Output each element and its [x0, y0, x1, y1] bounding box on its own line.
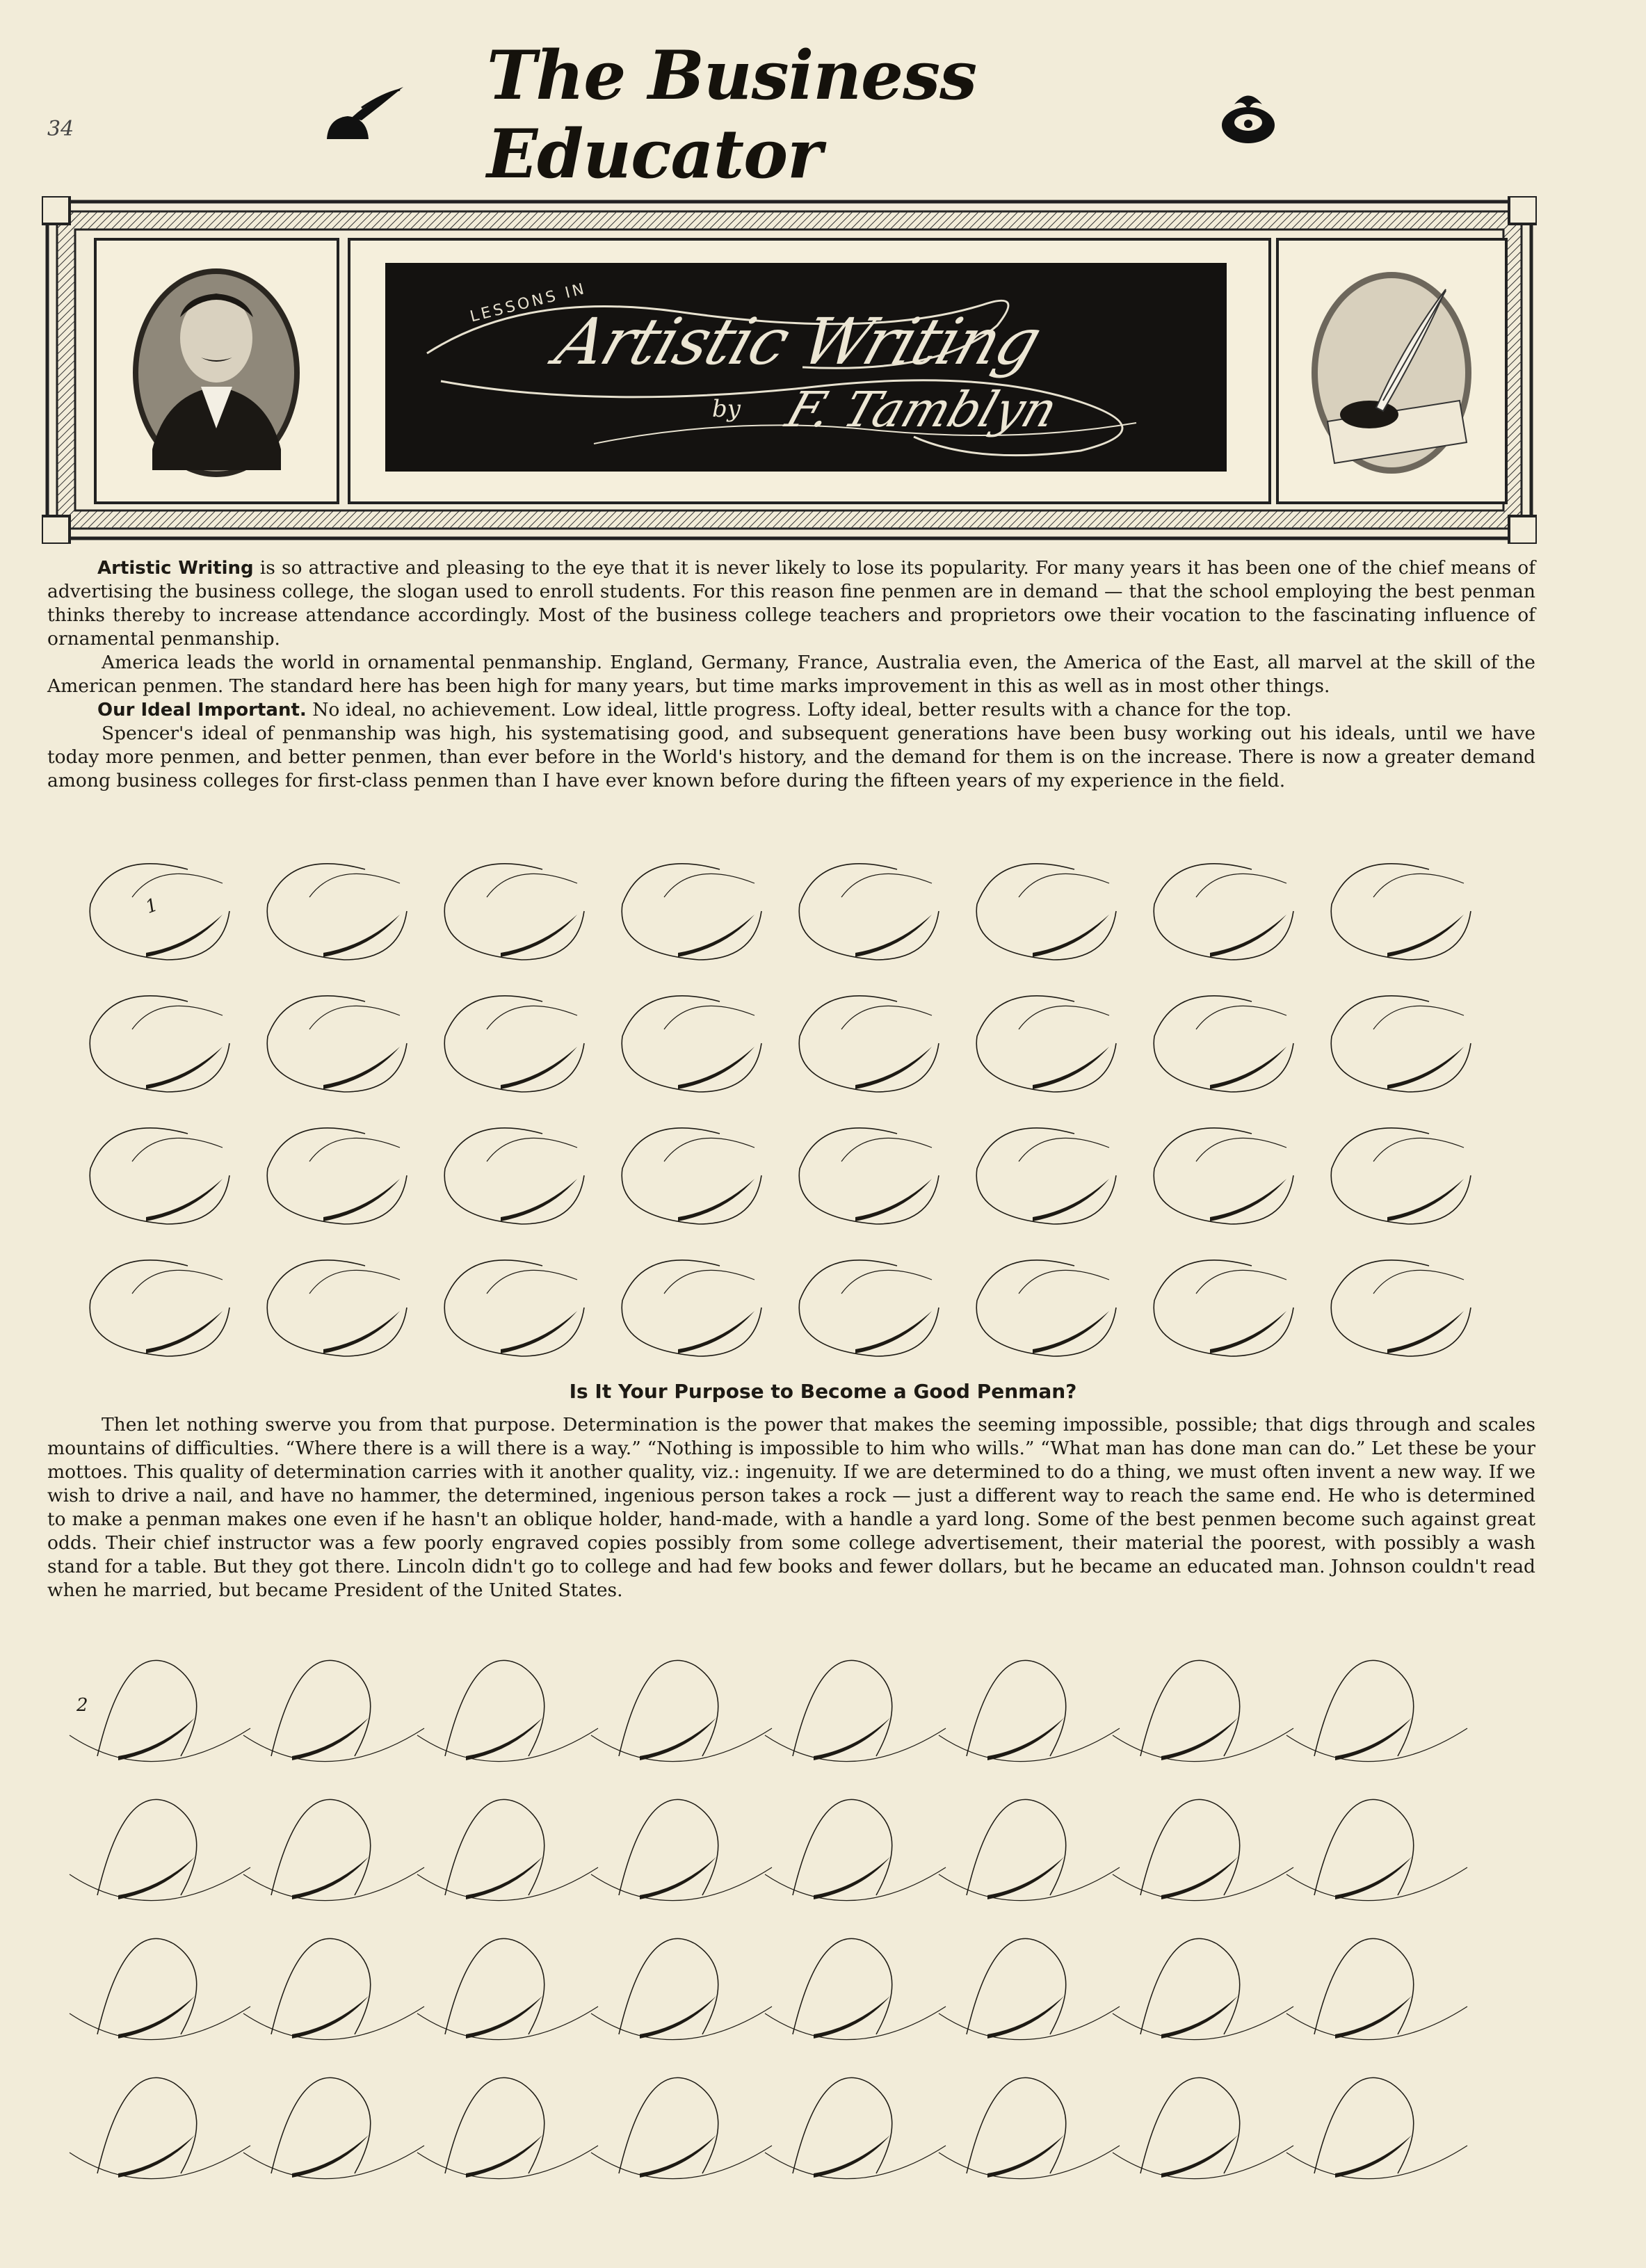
shaded-stroke [640, 1857, 716, 1899]
shaded-stroke [501, 1047, 577, 1089]
letter-loop [97, 1799, 197, 1895]
section-heading: Is It Your Purpose to Become a Good Penman? [569, 1380, 1077, 1403]
drill-stroke [132, 1138, 223, 1161]
shaded-stroke [146, 1179, 223, 1221]
intro-paragraph-1: Artistic Writing is so attractive and pleasing to the eye that it is never likely to lose its popularity. For many years it has been one of the chief means of advertising the business college, the slogan used to enroll students. For this reason fine penmen are in demand — that the school employing the best penman thinks thereby to increase attendance accordingly. Most of the business college teachers and proprietors owe their vocation to the fascinating influence of ornamental penmanship. [47, 557, 1536, 650]
inkwell-ornament-icon [1210, 83, 1286, 153]
shaded-stroke [1210, 1311, 1286, 1353]
banner-by: by [712, 395, 741, 423]
exercise-1-number: 1 [143, 894, 161, 918]
shaded-stroke [323, 1311, 400, 1353]
drill-stroke [664, 1270, 755, 1294]
letter-loop [1314, 1938, 1414, 2034]
exercise-2-number: 2 [76, 1695, 88, 1716]
shaded-stroke [1335, 2135, 1412, 2178]
letter-loop [445, 1938, 544, 2034]
shaded-stroke [987, 1718, 1064, 1760]
drill-stroke [1019, 1270, 1109, 1294]
shaded-stroke [987, 1996, 1064, 2038]
shaded-stroke [466, 2135, 542, 2178]
drill-stroke [309, 874, 400, 897]
drill-stroke [1373, 874, 1464, 897]
letter-loop [445, 1660, 544, 1756]
drill-stroke [487, 1006, 577, 1029]
portrait-box [94, 238, 339, 504]
shaded-stroke [814, 1718, 890, 1760]
letter-loop [619, 1799, 718, 1895]
letter-loop [793, 1660, 892, 1756]
shaded-stroke [855, 1311, 932, 1353]
drill-stroke [132, 874, 223, 897]
letter-loop [619, 1660, 718, 1756]
shaded-stroke [814, 1857, 890, 1899]
shaded-stroke [1033, 915, 1109, 957]
purpose-paragraph: Then let nothing swerve you from that purpose. Determination is the power that makes the seeming impossible, possible; that digs through and scales mountains of difficulties. “Where there is a will there is a way.” “Nothing is impossible to him who wills.” “What man has done man can do.” Let these be your mottoes. This quality of determination carries with it another quality, viz.: ingenuity. If we are determined to do a thing, we must often invent a new way. If we wish to drive a nail, and have no hammer, the determined, ingenious person takes a rock — just a different way to reach the same end. He who is determined to make a penman makes one even if he hasn't an oblique holder, hand-made, with a handle a yard long. Some of the best penmen become such against great odds. Their chief instructor was a few poorly engraved copies possibly from some college advertisement, their material the poorest, with possibly a wash stand for a table. But they got there. Lincoln didn't go to college and had few books and fewer dollars, but he became an educated man. Johnson couldn't read when he married, but became President of the United States. [47, 1414, 1535, 1601]
drill-stroke [664, 1138, 755, 1161]
drill-stroke [132, 1270, 223, 1294]
shaded-stroke [987, 1857, 1064, 1899]
inkwell-quill-icon [313, 80, 410, 150]
shaded-stroke [118, 2135, 195, 2178]
letter-loop [1314, 1660, 1414, 1756]
shaded-stroke [1161, 1996, 1238, 2038]
drill-stroke [1196, 1138, 1286, 1161]
shaded-stroke [118, 1718, 195, 1760]
shaded-stroke [501, 915, 577, 957]
masthead [313, 36, 1321, 193]
letter-loop [97, 1938, 197, 2034]
drill-stroke [664, 1006, 755, 1029]
shaded-stroke [1161, 2135, 1238, 2178]
exercise-2-drawing [42, 1638, 1537, 2208]
shaded-stroke [1387, 915, 1464, 957]
letter-loop [619, 2077, 718, 2173]
purpose-text [47, 1413, 1535, 1602]
drill-stroke [1019, 1006, 1109, 1029]
shaded-stroke [292, 2135, 369, 2178]
intro-text [47, 556, 1535, 793]
title-plate [348, 238, 1271, 504]
letter-loop [1140, 1660, 1240, 1756]
letter-loop [1140, 2077, 1240, 2173]
letter-loop [271, 1799, 371, 1895]
drill-stroke [1373, 1006, 1464, 1029]
shaded-stroke [323, 1179, 400, 1221]
shaded-stroke [1210, 915, 1286, 957]
shaded-stroke [146, 1311, 223, 1353]
intro-paragraph-3: Our Ideal Important. No ideal, no achievement. Low ideal, little progress. Lofty ideal, better results with a chance for the top. [97, 699, 1292, 721]
title-panel [385, 263, 1227, 472]
shaded-stroke [678, 915, 755, 957]
drill-stroke [1196, 874, 1286, 897]
shaded-stroke [1335, 1718, 1412, 1760]
shaded-stroke [1387, 1047, 1464, 1089]
letter-loop [271, 2077, 371, 2173]
shaded-stroke [466, 1857, 542, 1899]
banner-title: Artistic Writing [547, 305, 1049, 379]
letter-loop [1314, 2077, 1414, 2173]
shaded-stroke [292, 1857, 369, 1899]
shaded-stroke [1033, 1179, 1109, 1221]
shaded-stroke [678, 1047, 755, 1089]
shaded-stroke [855, 915, 932, 957]
intro-paragraph-4: Spencer's ideal of penmanship was high, his systematising good, and subsequent generations have been busy working out his ideals, until we have today more penmen, and better penmen, than ever before in the World's history, and the demand for them is on the increase. There is now a greater demand among business colleges for first-class penmen than I have ever known before during the fifteen years of my experience in the field. [47, 723, 1535, 791]
drill-stroke [841, 874, 932, 897]
drill-stroke [1019, 1138, 1109, 1161]
drill-stroke [1019, 874, 1109, 897]
header-banner [42, 196, 1537, 544]
shaded-stroke [466, 1996, 542, 2038]
shaded-stroke [292, 1718, 369, 1760]
shaded-stroke [466, 1718, 542, 1760]
shaded-stroke [1161, 1857, 1238, 1899]
shaded-stroke [1387, 1311, 1464, 1353]
shaded-stroke [292, 1996, 369, 2038]
shaded-stroke [640, 1996, 716, 2038]
shaded-stroke [640, 1718, 716, 1760]
banner-author: F. Tamblyn [779, 381, 1065, 438]
drill-stroke [841, 1138, 932, 1161]
letter-loop [793, 1799, 892, 1895]
shaded-stroke [501, 1311, 577, 1353]
letter-loop [793, 2077, 892, 2173]
intro-paragraph-2: America leads the world in ornamental penmanship. England, Germany, France, Australia even, the America of the East, all marvel at the skill of the American penmen. The standard here has been high for many years, but time marks improvement in this as well as in most other things. [47, 652, 1535, 697]
drill-stroke [309, 1138, 400, 1161]
exercise-1 [42, 842, 1537, 1370]
shaded-stroke [118, 1996, 195, 2038]
shaded-stroke [146, 1047, 223, 1089]
shaded-stroke [1335, 1996, 1412, 2038]
page-number: 34 [47, 117, 74, 141]
drill-stroke [1196, 1270, 1286, 1294]
intro-lead-2: Our Ideal Important. [97, 700, 307, 721]
letter-loop [97, 1660, 197, 1756]
letter-loop [97, 2077, 197, 2173]
exercise-1-drawing [42, 842, 1537, 1370]
drill-stroke [1373, 1270, 1464, 1294]
letter-loop [271, 1938, 371, 2034]
shaded-stroke [987, 2135, 1064, 2178]
intro-lead-1: Artistic Writing [97, 558, 254, 579]
drill-stroke [132, 1006, 223, 1029]
drill-stroke [309, 1006, 400, 1029]
lessons-in-label: LESSONS IN [468, 280, 589, 326]
drill-stroke [487, 874, 577, 897]
pen-vignette-box [1276, 238, 1508, 504]
shaded-stroke [1033, 1311, 1109, 1353]
letter-loop [1140, 1799, 1240, 1895]
masthead-title: The Business Educator [487, 36, 977, 193]
letter-loop [271, 1660, 371, 1756]
drill-stroke [309, 1270, 400, 1294]
shaded-stroke [1161, 1718, 1238, 1760]
drill-stroke [841, 1270, 932, 1294]
shaded-stroke [1210, 1047, 1286, 1089]
shaded-stroke [323, 1047, 400, 1089]
shaded-stroke [678, 1311, 755, 1353]
drill-stroke [1373, 1138, 1464, 1161]
letter-loop [967, 1799, 1066, 1895]
shaded-stroke [1335, 1857, 1412, 1899]
letter-loop [1140, 1938, 1240, 2034]
drill-stroke [487, 1270, 577, 1294]
shaded-stroke [118, 1857, 195, 1899]
exercise-2 [42, 1638, 1537, 2208]
shaded-stroke [855, 1047, 932, 1089]
shaded-stroke [501, 1179, 577, 1221]
letter-loop [793, 1938, 892, 2034]
drill-stroke [487, 1138, 577, 1161]
letter-loop [445, 1799, 544, 1895]
shaded-stroke [1210, 1179, 1286, 1221]
drill-stroke [841, 1006, 932, 1029]
shaded-stroke [1033, 1047, 1109, 1089]
letter-loop [445, 2077, 544, 2173]
shaded-stroke [814, 1996, 890, 2038]
drill-stroke [1196, 1006, 1286, 1029]
shaded-stroke [814, 2135, 890, 2178]
letter-loop [967, 1938, 1066, 2034]
shaded-stroke [678, 1179, 755, 1221]
shaded-stroke [146, 915, 223, 957]
letter-loop [967, 1660, 1066, 1756]
shaded-stroke [1387, 1179, 1464, 1221]
shaded-stroke [323, 915, 400, 957]
shaded-stroke [855, 1179, 932, 1221]
shaded-stroke [640, 2135, 716, 2178]
drill-stroke [664, 874, 755, 897]
letter-loop [619, 1938, 718, 2034]
letter-loop [967, 2077, 1066, 2173]
quill-pen-vignette [1279, 241, 1505, 501]
portrait-photo [97, 241, 337, 501]
letter-loop [1314, 1799, 1414, 1895]
